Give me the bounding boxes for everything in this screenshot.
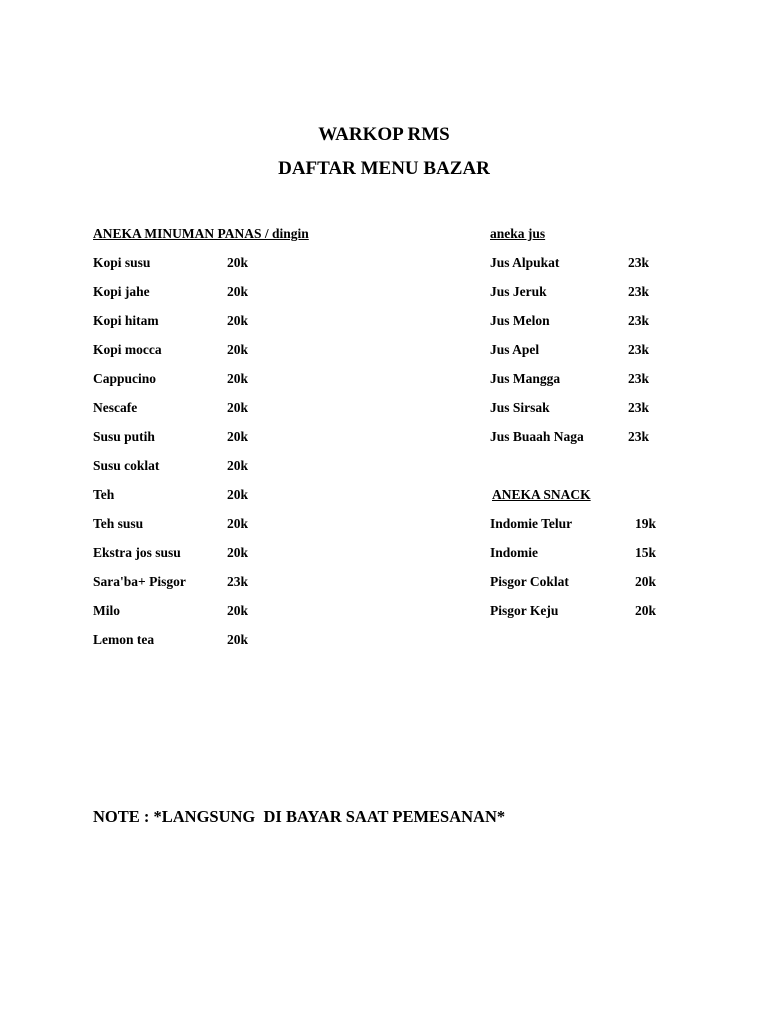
- menu-item-name: Kopi jahe: [93, 284, 150, 299]
- menu-item-name: Jus Buaah Naga: [490, 429, 584, 444]
- menu-item-name: Jus Mangga: [490, 371, 561, 386]
- menu-item-price: 23k: [628, 342, 650, 357]
- menu-item: [93, 284, 413, 313]
- menu-item-price: 20k: [227, 255, 249, 270]
- menu-item-name: Nescafe: [93, 400, 138, 415]
- menu-item-name: Susu coklat: [93, 458, 160, 473]
- menu-item: [93, 574, 413, 603]
- menu-item: [93, 400, 413, 429]
- menu-item-price: 15k: [635, 545, 657, 560]
- menu-item-price: 20k: [227, 342, 249, 357]
- menu-item: [490, 574, 750, 603]
- menu-item: [93, 255, 413, 284]
- menu-item-name: Kopi susu: [93, 255, 151, 270]
- menu-item-name: Teh: [93, 487, 115, 502]
- menu-item-name: Sara'ba+ Pisgor: [93, 574, 186, 589]
- menu-item: [93, 429, 413, 458]
- menu-item-name: Pisgor Keju: [490, 603, 559, 618]
- menu-item: [490, 545, 750, 574]
- section-spacer: [490, 458, 750, 487]
- menu-item-price: 20k: [227, 603, 249, 618]
- menu-item-name: Jus Sirsak: [490, 400, 550, 415]
- menu-item: [490, 342, 750, 371]
- menu-item: [490, 371, 750, 400]
- juices-list: [490, 255, 750, 458]
- payment-note: NOTE : *LANGSUNG DI BAYAR SAAT PEMESANAN*: [93, 807, 506, 826]
- menu-item-price: 20k: [227, 371, 249, 386]
- menu-item-price: 23k: [227, 574, 249, 589]
- page-title: WARKOP RMS: [318, 124, 450, 145]
- menu-item: [93, 487, 413, 516]
- menu-item-price: 20k: [227, 458, 249, 473]
- menu-item-name: Cappucino: [93, 371, 157, 386]
- menu-item-name: Indomie Telur: [490, 516, 573, 531]
- menu-item-name: Pisgor Coklat: [490, 574, 569, 589]
- menu-item: [93, 632, 413, 661]
- menu-item-price: 20k: [227, 429, 249, 444]
- menu-item-price: 20k: [227, 545, 249, 560]
- menu-item: [490, 284, 750, 313]
- menu-item-price: 20k: [227, 516, 249, 531]
- menu-item-name: Jus Apel: [490, 342, 540, 357]
- juices-heading: aneka jus: [490, 226, 546, 241]
- menu-item: [490, 400, 750, 429]
- menu-item-name: Kopi hitam: [93, 313, 159, 328]
- menu-item: [490, 516, 750, 545]
- menu-item-price: 20k: [227, 487, 249, 502]
- menu-item-name: Susu putih: [93, 429, 155, 444]
- menu-item-price: 23k: [628, 371, 650, 386]
- snacks-heading: ANEKA SNACK: [492, 487, 591, 502]
- menu-item-price: 20k: [227, 284, 249, 299]
- menu-item-price: 23k: [628, 429, 650, 444]
- menu-item: [490, 255, 750, 284]
- menu-item-price: 20k: [227, 400, 249, 415]
- menu-item: [490, 603, 750, 632]
- menu-item-name: Milo: [93, 603, 120, 618]
- menu-item: [93, 603, 413, 632]
- drinks-list: [93, 255, 413, 661]
- drinks-column: [93, 226, 413, 661]
- menu-item-price: 20k: [635, 603, 657, 618]
- snacks-list: [490, 516, 750, 632]
- menu-item: [93, 371, 413, 400]
- menu-item: [93, 313, 413, 342]
- menu-item-name: Jus Jeruk: [490, 284, 547, 299]
- menu-item: [93, 458, 413, 487]
- menu-item-price: 23k: [628, 400, 650, 415]
- page-subtitle: DAFTAR MENU BAZAR: [278, 158, 490, 179]
- juices-snacks-column: [490, 226, 750, 632]
- menu-item: [93, 545, 413, 574]
- menu-item: [93, 516, 413, 545]
- menu-item-name: Lemon tea: [93, 632, 155, 647]
- menu-item-price: 23k: [628, 284, 650, 299]
- menu-item-price: 19k: [635, 516, 657, 531]
- menu-item-name: Indomie: [490, 545, 539, 560]
- menu-item-price: 20k: [227, 632, 249, 647]
- drinks-heading: ANEKA MINUMAN PANAS / dingin: [93, 226, 309, 241]
- menu-item: [490, 429, 750, 458]
- menu-item-price: 20k: [227, 313, 249, 328]
- menu-item-name: Jus Melon: [490, 313, 550, 328]
- menu-item-name: Jus Alpukat: [490, 255, 560, 270]
- menu-item-name: Ekstra jos susu: [93, 545, 181, 560]
- menu-item-price: 23k: [628, 313, 650, 328]
- menu-item-price: 20k: [635, 574, 657, 589]
- menu-item-name: Teh susu: [93, 516, 144, 531]
- menu-item: [490, 313, 750, 342]
- menu-item-price: 23k: [628, 255, 650, 270]
- menu-item: [93, 342, 413, 371]
- menu-item-name: Kopi mocca: [93, 342, 162, 357]
